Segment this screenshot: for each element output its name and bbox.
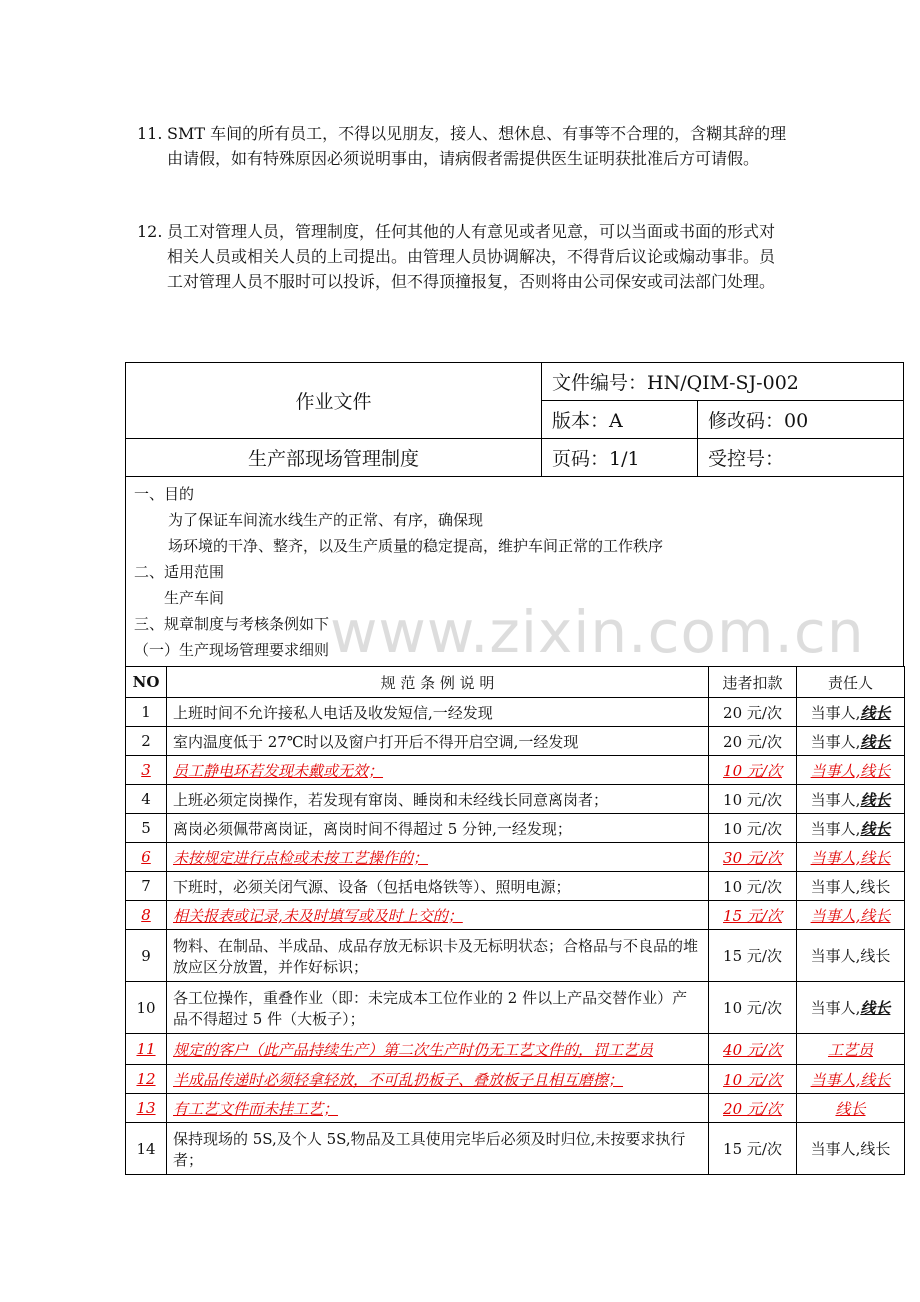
responsible-party: 当事人,: [810, 1140, 861, 1158]
row-number: [126, 901, 167, 930]
subsection-heading: （一）生产现场管理要求细则: [134, 641, 330, 659]
row-number-text: 9: [141, 946, 151, 965]
row-responsible: [797, 843, 905, 872]
responsible-party: 当事人,: [810, 732, 861, 751]
row-number-text: 11: [136, 1040, 156, 1058]
row-fine: [709, 785, 797, 814]
row-fine: [709, 1034, 797, 1065]
row-number: [126, 1034, 167, 1065]
row-responsible: [797, 982, 905, 1034]
row-description-text: 未按规定进行点检或未按工艺操作的；: [173, 848, 429, 867]
table-row: [126, 756, 905, 785]
paragraph-12: [137, 219, 787, 294]
row-description: [167, 982, 709, 1034]
table-row: [126, 843, 905, 872]
row-responsible: [797, 930, 905, 982]
row-description-text: 各工位操作，重叠作业（即：未完成本工位作业的 2 件以上产品交替作业）产品不得超过 5 件（大板子）；: [173, 988, 688, 1028]
paragraph-number: 12.: [137, 222, 163, 241]
responsible-party: 当事人,: [810, 906, 861, 925]
row-fine: [709, 843, 797, 872]
row-number-text: 7: [141, 877, 151, 895]
col-header-responsible: 责任人: [797, 667, 905, 698]
row-description-text: 物料、在制品、半成品、成品存放无标识卡及无标明状态；合格品与不良品的堆放应区分放置，并作好标识；: [173, 936, 699, 976]
responsible-lead: 线长: [860, 848, 891, 867]
document-header-table: [125, 362, 904, 477]
row-fine: [709, 756, 797, 785]
responsible-lead: 线长: [860, 732, 891, 751]
section-heading: 三、规章制度与考核条例如下: [134, 615, 330, 633]
row-description-text: 保持现场的 5S,及个人 5S,物品及工具使用完毕后必须及时归位,未按要求执行者；: [173, 1129, 686, 1169]
row-fine-text: 15 元/次: [723, 1140, 782, 1158]
row-fine: [709, 727, 797, 756]
row-number: [126, 1065, 167, 1094]
row-description-text: 相关报表或记录,未及时填写或及时上交的；: [173, 906, 463, 925]
row-description-text: 室内温度低于 27℃时以及窗户打开后不得开启空调,一经发现: [173, 732, 579, 751]
table-row: [126, 930, 905, 982]
responsible-lead: 线长: [860, 761, 891, 780]
responsible-party: 当事人,: [810, 790, 861, 809]
responsible-lead: 线长: [860, 790, 891, 809]
row-number: [126, 727, 167, 756]
row-number-text: 13: [136, 1099, 156, 1117]
paragraph-text: 员工对管理人员，管理制度，任何其他的人有意见或者见意，可以当面或书面的形式对相关人员或相关人员的上司提出。由管理人员协调解决，不得背后议论或煽动事非。员工对管理人员不服时可以投诉，但不得顶撞报复，否则将由公司保安或司法部门处理。: [167, 222, 776, 291]
row-description: [167, 872, 709, 901]
responsible-lead: 线长: [860, 947, 891, 965]
responsible-lead: 线长: [860, 1070, 891, 1089]
row-number-text: 6: [141, 848, 151, 866]
row-fine-text: 10 元/次: [723, 999, 782, 1017]
row-fine-text: 15 元/次: [723, 906, 782, 925]
responsible-party: 当事人,: [810, 761, 861, 780]
responsible-lead: 线长: [860, 819, 891, 838]
row-fine: [709, 698, 797, 727]
section-text: 为了保证车间流水线生产的正常、有序，确保现: [168, 511, 484, 529]
row-responsible: [797, 1094, 905, 1123]
row-description: [167, 1034, 709, 1065]
row-number-text: 3: [141, 761, 151, 779]
section-text: 场环境的干净、整齐，以及生产质量的稳定提高，维护车间正常的工作秩序: [168, 537, 664, 555]
table-row: [126, 698, 905, 727]
row-description: [167, 814, 709, 843]
table-row: [126, 1094, 905, 1123]
responsible-party: 当事人,: [810, 819, 861, 838]
doc-version: 版本：A: [542, 401, 698, 439]
row-number-text: 12: [136, 1070, 156, 1088]
row-number-text: 2: [141, 732, 151, 750]
row-fine-text: 10 元/次: [723, 877, 782, 896]
doc-page: 页码：1/1: [542, 439, 698, 477]
row-number: [126, 698, 167, 727]
row-description: [167, 698, 709, 727]
row-responsible: [797, 814, 905, 843]
doc-number: 文件编号：HN/QIM-SJ-002: [542, 363, 904, 401]
row-description-text: 离岗必须佩带离岗证，离岗时间不得超过 5 分钟,一经发现；: [173, 819, 572, 838]
row-number-text: 1: [141, 703, 151, 721]
table-row: [126, 814, 905, 843]
row-fine: [709, 872, 797, 901]
row-description: [167, 930, 709, 982]
row-fine-text: 20 元/次: [723, 732, 782, 751]
row-number: [126, 930, 167, 982]
row-responsible: [797, 1065, 905, 1094]
row-description: [167, 756, 709, 785]
col-header-no: NO: [126, 667, 167, 698]
row-fine: [709, 1123, 797, 1175]
row-description-text: 规定的客户（此产品持续生产）第二次生产时仍无工艺文件的，罚工艺员: [173, 1040, 654, 1059]
responsible-party: 当事人,: [810, 877, 861, 896]
row-description: [167, 727, 709, 756]
table-row: [126, 982, 905, 1034]
row-description-text: 上班时间不允许接私人电话及收发短信,一经发现: [173, 703, 493, 722]
paragraph-text: SMT 车间的所有员工，不得以见朋友，接人、想休息、有事等不合理的，含糊其辞的理由请假，如有特殊原因必须说明事由，请病假者需提供医生证明获批准后方可请假。: [167, 124, 787, 168]
row-responsible: [797, 727, 905, 756]
paragraph-number: 11.: [137, 124, 163, 143]
row-description-text: 半成品传递时必须轻拿轻放，不可乱扔板子、叠放板子且相互磨擦；: [173, 1070, 624, 1089]
responsible-party: 当事人,: [810, 999, 861, 1017]
responsible-lead: 线长: [835, 1099, 866, 1118]
responsible-party: 当事人,: [810, 1070, 861, 1089]
table-row: [126, 901, 905, 930]
responsible-lead: 工艺员: [827, 1040, 873, 1059]
row-description-text: 有工艺文件而未挂工艺；: [173, 1099, 339, 1118]
row-description: [167, 843, 709, 872]
row-number-text: 10: [136, 998, 156, 1017]
table-row: [126, 1123, 905, 1175]
table-row: [126, 872, 905, 901]
row-number: [126, 785, 167, 814]
row-fine: [709, 901, 797, 930]
table-row: [126, 1065, 905, 1094]
section-text: 生产车间: [164, 589, 225, 607]
row-description-text: 上班必须定岗操作，若发现有窜岗、睡岗和未经线长同意离岗者；: [173, 790, 609, 809]
row-number: [126, 756, 167, 785]
row-fine-text: 10 元/次: [723, 1070, 782, 1089]
section-heading: 二、适用范围: [134, 563, 225, 581]
row-fine-text: 10 元/次: [723, 819, 782, 838]
row-number: [126, 843, 167, 872]
row-number: [126, 872, 167, 901]
responsible-lead: 线长: [860, 906, 891, 925]
row-number-text: 14: [136, 1139, 156, 1158]
row-fine-text: 30 元/次: [723, 848, 782, 867]
row-fine-text: 20 元/次: [723, 703, 782, 722]
row-number: [126, 814, 167, 843]
row-responsible: [797, 698, 905, 727]
table-row: [126, 727, 905, 756]
row-fine: [709, 930, 797, 982]
responsible-party: 当事人,: [810, 703, 861, 722]
responsible-party: 当事人,: [810, 848, 861, 867]
row-fine: [709, 814, 797, 843]
row-number-text: 8: [141, 906, 151, 924]
responsible-lead: 线长: [860, 703, 891, 722]
watermark: www.zixin.com.cn: [330, 598, 865, 666]
row-description-text: 员工静电环若发现未戴或无效；: [173, 761, 384, 780]
responsible-lead: 线长: [860, 999, 891, 1017]
row-description: [167, 1094, 709, 1123]
row-fine: [709, 1094, 797, 1123]
col-header-desc: 规 范 条 例 说 明: [167, 667, 709, 698]
row-responsible: [797, 785, 905, 814]
responsible-lead: 线长: [860, 1140, 891, 1158]
row-description: [167, 1123, 709, 1175]
section-heading: 一、目的: [134, 485, 195, 503]
row-responsible: [797, 1034, 905, 1065]
row-description-text: 下班时，必须关闭气源、设备（包括电烙铁等）、照明电源；: [173, 877, 571, 896]
row-fine-text: 20 元/次: [723, 1099, 782, 1118]
doc-title: 生产部现场管理制度: [126, 439, 542, 477]
row-fine-text: 10 元/次: [723, 761, 782, 780]
row-fine: [709, 1065, 797, 1094]
col-header-fine: 违者扣款: [709, 667, 797, 698]
row-description: [167, 901, 709, 930]
row-number: [126, 1123, 167, 1175]
row-number: [126, 1094, 167, 1123]
row-fine: [709, 982, 797, 1034]
row-description: [167, 1065, 709, 1094]
row-fine-text: 15 元/次: [723, 947, 782, 965]
table-row: [126, 785, 905, 814]
row-description: [167, 785, 709, 814]
doc-controlled-no: 受控号：: [698, 439, 904, 477]
row-number-text: 4: [141, 790, 151, 808]
row-number-text: 5: [141, 819, 151, 837]
row-number: [126, 982, 167, 1034]
paragraph-11: [137, 121, 787, 171]
row-fine-text: 10 元/次: [723, 790, 782, 809]
doc-revision: 修改码：00: [698, 401, 904, 439]
rules-table: [125, 666, 905, 1175]
responsible-party: 当事人,: [810, 947, 861, 965]
row-fine-text: 40 元/次: [723, 1040, 782, 1059]
row-responsible: [797, 872, 905, 901]
doc-type: 作业文件: [126, 363, 542, 439]
table-row: [126, 1034, 905, 1065]
row-responsible: [797, 1123, 905, 1175]
row-responsible: [797, 901, 905, 930]
row-responsible: [797, 756, 905, 785]
responsible-lead: 线长: [860, 877, 891, 896]
